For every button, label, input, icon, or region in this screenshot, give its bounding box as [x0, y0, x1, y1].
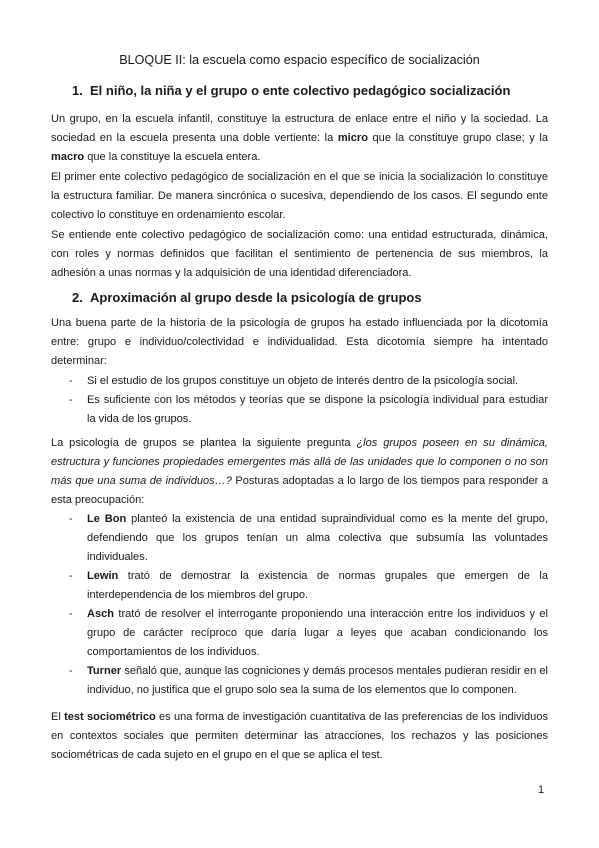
section-1-heading [72, 83, 510, 98]
list-item [51, 391, 548, 429]
bold-term-macro: macro [51, 151, 85, 163]
text-span: que la constituye la escuela entera. [84, 151, 261, 163]
list-item-text: planteó la existencia de una entidad supraindividual como es la mente del grupo, defendiendo que los grupos tenían un alma colectiva que subsumía las voluntades individuales. [87, 513, 549, 563]
text-span: Un grupo, en la escuela infantil, constituye la estructura de enlace entre el niño y la sociedad. La sociedad en la escuela presenta una doble vertiente: la [51, 113, 548, 144]
dash-bullet: - [69, 665, 73, 677]
list-item-text: trató de demostrar la existencia de normas grupales que emergen de la interdependencia de los miembros del grupo. [87, 570, 548, 601]
dash-bullet: - [69, 608, 73, 620]
section-2-paragraph-3 [51, 708, 548, 765]
section-2-heading [72, 290, 422, 305]
list-item [51, 605, 548, 662]
dichotomy-list [51, 372, 548, 429]
section-1-title: El niño, la niña y el grupo o ente colectivo pedagógico socialización [90, 83, 511, 98]
author-name: Lewin [87, 570, 119, 582]
section-2-number: 2. [72, 290, 83, 305]
dash-bullet: - [69, 375, 73, 387]
list-item [51, 662, 548, 700]
list-item [51, 567, 548, 605]
bold-term-micro: micro [337, 132, 368, 144]
section-2-title: Aproximación al grupo desde la psicología de grupos [90, 290, 422, 305]
section-1-paragraph-1 [51, 110, 548, 167]
bold-term-test: test sociométrico [64, 711, 156, 723]
list-item-text: señaló que, aunque las cogniciones y demás procesos mentales pudieran residir en el individuo, no justifica que el grupo solo sea la suma de los elementos que lo componen. [87, 665, 548, 696]
list-item-text: trató de resolver el interrogante proponiendo una interacción entre los individuos y el grupo de carácter recíproco que daría lugar a leyes que acaban condicionando los comportamientos de los individuos. [87, 608, 548, 658]
section-2-paragraph-1: Una buena parte de la historia de la psicología de grupos ha estado influenciada por la dicotomía entre: grupo e individuo/colectividad e individualidad. Esta dicotomía siempre ha intentado determinar: [51, 317, 548, 367]
text-span: Posturas adoptadas a lo largo de los tiempos para responder a esta preocupación: [51, 475, 548, 506]
dash-bullet: - [69, 513, 73, 525]
section-1-paragraph-3: Se entiende ente colectivo pedagógico de socialización como: una entidad estructurada, dinámica, con roles y normas definidos que facilitan el sentimiento de pertenencia de sus miembros, la adhesión a unas normas y la adquisición de una identidad diferenciadora. [51, 229, 548, 279]
author-name: Le Bon [87, 513, 127, 525]
list-item [51, 372, 548, 391]
author-name: Asch [87, 608, 115, 620]
author-name: Turner [87, 665, 122, 677]
section-1-number: 1. [72, 83, 83, 98]
text-span: El [51, 711, 65, 723]
text-span: es una forma de investigación cuantitativa de las preferencias de los individuos en contextos sociales que permiten determinar las atracciones, los rechazos y las posiciones sociométricas de cada sujeto en el grupo en el que se aplica el test. [51, 711, 548, 761]
list-item-text: Si el estudio de los grupos constituye un objeto de interés dentro de la psicología social. [87, 375, 519, 387]
dash-bullet: - [69, 570, 73, 582]
text-span: que la constituye grupo clase; y la [367, 132, 548, 144]
list-item [51, 510, 548, 567]
dash-bullet: - [69, 394, 73, 406]
section-2-paragraph-2 [51, 434, 548, 510]
section-1-paragraph-2: El primer ente colectivo pedagógico de socialización en el que se inicia la socialización lo constituye la estructura familiar. De manera sincrónica o sucesiva, dependiendo de los casos. El segundo ente colectivo lo constituye en ordenamiento escolar. [51, 171, 548, 221]
document-title: BLOQUE II: la escuela como espacio específico de socialización [119, 53, 480, 67]
list-item-text: Es suficiente con los métodos y teorías que se dispone la psicología individual para estudiar la vida de los grupos. [87, 394, 548, 425]
page-number: 1 [538, 784, 545, 796]
italic-question: ¿los grupos poseen en su dinámica, estructura y funciones propiedades emergentes más allá de las unidades que lo componen o no son más que una suma de individuos…? [51, 437, 549, 487]
postures-list [51, 510, 548, 700]
text-span: La psicología de grupos se plantea la siguiente pregunta [51, 437, 357, 449]
